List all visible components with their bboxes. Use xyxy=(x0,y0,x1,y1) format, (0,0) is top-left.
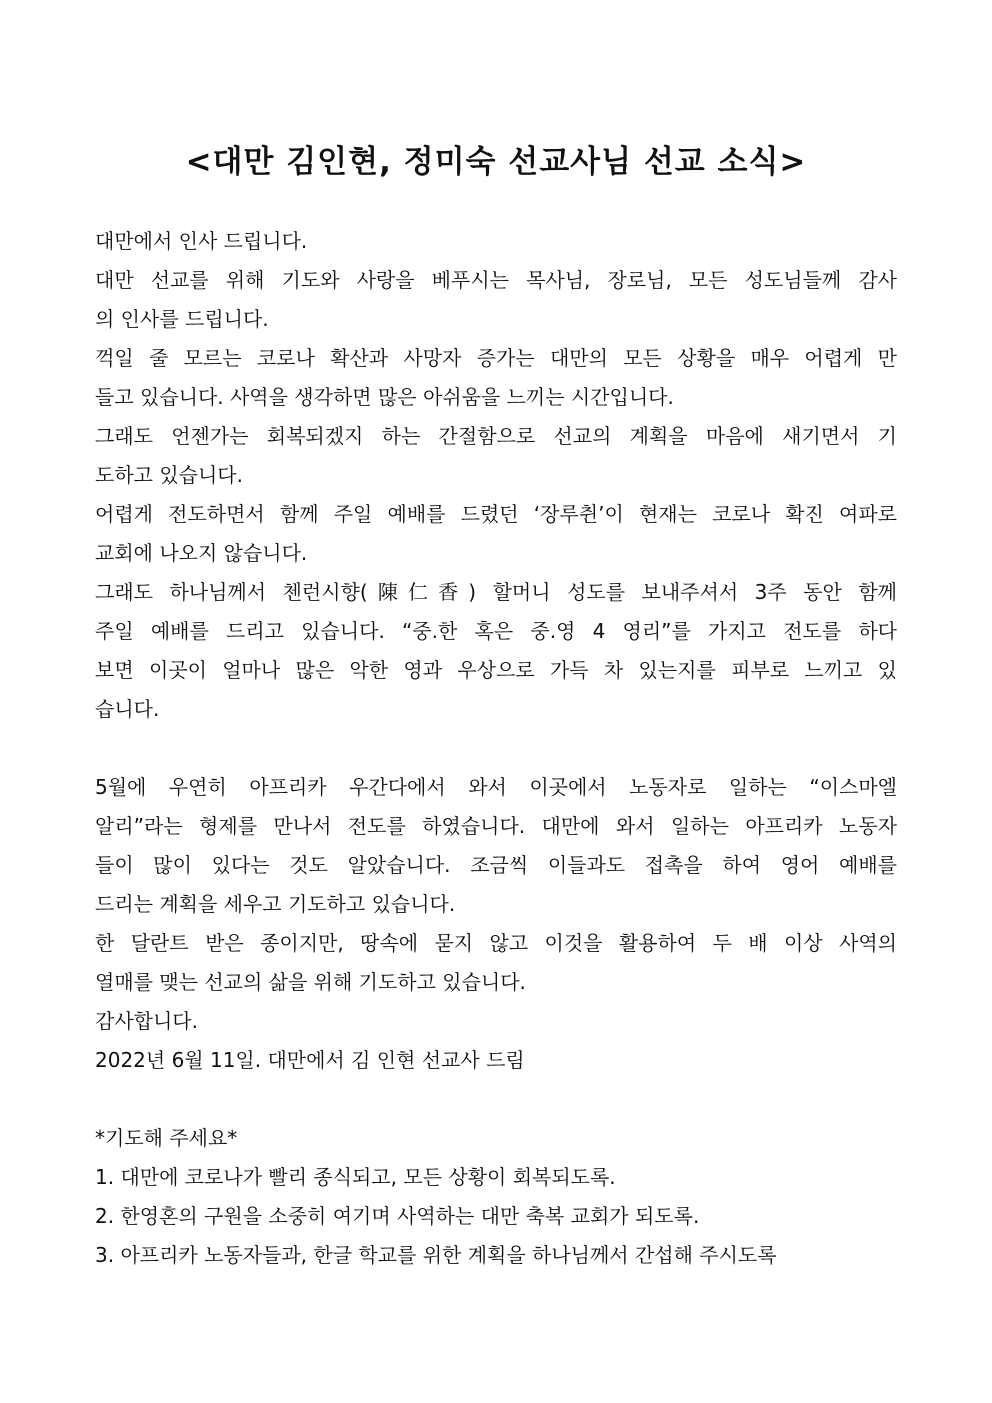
prayer-heading: *기도해 주세요* xyxy=(95,1126,238,1150)
letter-line: 드리는 계획을 세우고 기도하고 있습니다. xyxy=(95,892,456,916)
letter-line: 들이 많이 있다는 것도 알았습니다. 조금씩 이들과도 접촉을 하여 영어 예배를 xyxy=(95,853,897,877)
letter-line: 교회에 나오지 않습니다. xyxy=(95,541,308,565)
letter-line: 그래도 하나님께서 첸런시향(陳仁香) 할머니 성도를 보내주셔서 3주 동안 함께 xyxy=(95,580,897,604)
letter-line: 주일 예배를 드리고 있습니다. “중.한 혹은 중.영 4 영리”를 가지고 전도를 하다 xyxy=(95,619,897,643)
blank-line xyxy=(95,729,897,768)
letter-line: 보면 이곳이 얼마나 많은 악한 영과 우상으로 가득 차 있는지를 피부로 느끼고 있 xyxy=(95,658,897,682)
blank-line xyxy=(95,1080,897,1119)
letter-line: 도하고 있습니다. xyxy=(95,463,243,487)
letter-line: 들고 있습니다. 사역을 생각하면 많은 아쉬움을 느끼는 시간입니다. xyxy=(95,385,674,409)
letter-line-greeting: 대만에서 인사 드립니다. xyxy=(95,229,308,253)
letter-line: 열매를 맺는 선교의 삶을 위해 기도하고 있습니다. xyxy=(95,970,526,994)
letter-line: 5월에 우연히 아프리카 우간다에서 와서 이곳에서 노동자로 일하는 “이스마엘 xyxy=(95,775,897,799)
letter-line: 꺽일 줄 모르는 코로나 확산과 사망자 증가는 대만의 모든 상황을 매우 어렵게 만 xyxy=(95,346,897,370)
prayer-item: 3. 아프리카 노동자들과, 한글 학교를 위한 계획을 하나님께서 간섭해 주시도록 xyxy=(95,1243,777,1267)
letter-line: 의 인사를 드립니다. xyxy=(95,307,269,331)
document-title: <대만 김인현, 정미숙 선교사님 선교 소식> xyxy=(185,144,807,180)
letter-line: 습니다. xyxy=(95,697,160,721)
prayer-item: 2. 한영혼의 구원을 소중히 여기며 사역하는 대만 축복 교회가 되도록. xyxy=(95,1204,700,1228)
letter-line: 대만 선교를 위해 기도와 사랑을 베푸시는 목사님, 장로님, 모든 성도님들께 감사 xyxy=(95,268,897,292)
letter-line: 그래도 언젠가는 회복되겠지 하는 간절함으로 선교의 계획을 마음에 새기면서 기 xyxy=(95,424,897,448)
letter-line: 한 달란트 받은 종이지만, 땅속에 묻지 않고 이것을 활용하여 두 배 이상 사역의 xyxy=(95,931,897,955)
prayer-item: 1. 대만에 코로나가 빨리 종식되고, 모든 상황이 회복되도록. xyxy=(95,1165,616,1189)
letter-line-closing: 감사합니다. xyxy=(95,1009,198,1033)
letter-body xyxy=(95,222,897,1275)
letter-line: 어렵게 전도하면서 함께 주일 예배를 드렸던 ‘장루췬’이 현재는 코로나 확진 여파로 xyxy=(95,502,897,526)
letter-line: 알리”라는 형제를 만나서 전도를 하였습니다. 대만에 와서 일하는 아프리카 노동자 xyxy=(95,814,897,838)
letter-signature: 2022년 6월 11일. 대만에서 김 인현 선교사 드림 xyxy=(95,1048,525,1072)
